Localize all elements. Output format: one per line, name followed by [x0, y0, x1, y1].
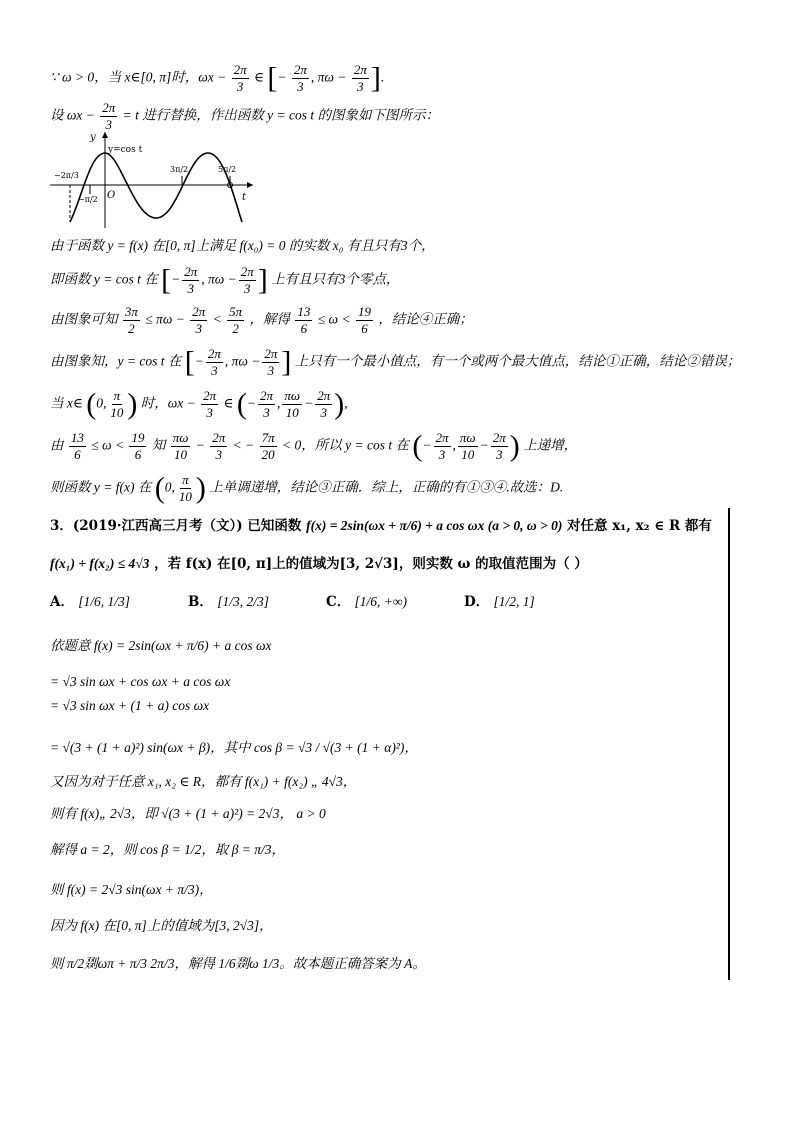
- cos-curve: [70, 153, 242, 222]
- bracket: [: [267, 61, 278, 95]
- denominator: 3: [357, 79, 364, 94]
- text: ≤ ω <: [91, 437, 125, 453]
- text: 由图象可知: [50, 311, 118, 327]
- denominator: 6: [74, 447, 81, 462]
- text: 上只有一个最小值点，有一个或两个最大值点，结论①正确，结论②错误；: [294, 353, 741, 369]
- numerator: 2π: [260, 388, 274, 403]
- denominator: 3: [206, 405, 213, 420]
- option-label: A．: [50, 594, 74, 610]
- cosine-graph: [48, 128, 258, 232]
- numerator: 2π: [203, 388, 217, 403]
- line-9: 则函数 y = f(x) 在 (0, $\frac{\pi}{10}$ ) 上单调递增，结论③正确．综上，正确的有①③④.故选：D.: [50, 471, 564, 505]
- numerator: 2π: [240, 264, 254, 279]
- solution-line-3: = √3 sin ωx + (1 + a) cos ωx: [50, 698, 210, 713]
- option-value: [1/3, 2/3]: [217, 594, 269, 609]
- solution-line-9: 因为 f(x) 在[0, π]上的值域为[3, 2√3]，: [50, 918, 273, 933]
- t-label: t: [242, 192, 247, 203]
- text: = t 进行替换，作出函数 y = cos t 的图象如下图所示：: [122, 107, 439, 123]
- option-value: [1/2, 1]: [493, 594, 535, 609]
- numerator: 2π: [207, 346, 221, 361]
- question-3-line-2: [50, 554, 588, 574]
- denominator: 3: [297, 79, 304, 94]
- numerator: 13: [70, 430, 84, 445]
- numerator: 2π: [212, 430, 226, 445]
- bracket: ): [334, 387, 345, 421]
- denominator: 6: [300, 321, 308, 336]
- denominator: 3: [267, 363, 275, 378]
- numerator: 2π: [293, 62, 307, 77]
- numerator: 2π: [492, 430, 506, 445]
- denominator: 10: [178, 489, 192, 504]
- fraction: [177, 472, 194, 505]
- bracket: ]: [370, 61, 381, 95]
- curve-label: y=cos t: [108, 145, 143, 155]
- fraction: [356, 304, 373, 337]
- numerator: 7π: [261, 430, 275, 445]
- numerator: 2π: [435, 430, 449, 445]
- tick-label: 5π/2: [218, 165, 237, 174]
- option-value: [1/6, +∞): [354, 594, 408, 609]
- bracket: [: [161, 263, 172, 297]
- denominator: 10: [285, 405, 299, 420]
- numerator: πω: [172, 430, 189, 445]
- fraction: [171, 430, 191, 463]
- tick-label: −2π/3: [54, 171, 79, 180]
- option-label: B．: [188, 594, 213, 610]
- margin-bar: [728, 508, 730, 980]
- t-axis-arrow: [247, 182, 253, 188]
- text: ≤ πω −: [145, 311, 185, 327]
- origin-label: O: [107, 190, 116, 201]
- bracket: ]: [257, 263, 268, 297]
- numerator: 3π: [124, 304, 138, 319]
- option-label: C．: [326, 594, 351, 610]
- bracket: (: [412, 429, 423, 463]
- text: 时，ωx −: [140, 395, 196, 411]
- fraction: [190, 304, 207, 337]
- question-3-line-1: [50, 516, 712, 536]
- line-8: 由 $\frac{13}{6}$ ≤ ω < $\frac{19}{6}$ 知 $\frac{\pi\omega}{10}$ − $\frac{2\pi}{3}$ < − $\frac{7\pi}{20}$ < 0，所以 y = cos t 在 (− $\frac{2\pi}{3}$ , $\frac{\pi\omega}{10}$ − $\frac{2\pi}{3}$ ) 上递增，: [50, 429, 578, 463]
- numerator: 2π: [192, 304, 206, 319]
- numerator: πω: [284, 388, 301, 403]
- text: < 0，所以 y = cos t 在: [282, 437, 409, 453]
- text: ∈: [223, 395, 234, 411]
- solution-line-8: 则 f(x) = 2√3 sin(ωx + π/3)，: [50, 882, 213, 897]
- y-label: y: [90, 132, 96, 143]
- bracket: ): [509, 429, 520, 463]
- line-7: 当 x∈ (0, $\frac{\pi}{10}$ ) 时，ωx − $\frac{2\pi}{3}$ ∈ (− $\frac{2\pi}{3}$ , $\frac{\pi\omega}{10}$ − $\frac{2\pi}{3}$ ),: [50, 387, 348, 421]
- fraction: [123, 304, 140, 337]
- text: ，解得: [249, 311, 290, 327]
- denominator: 3: [438, 447, 446, 462]
- numerator: 2π: [184, 264, 198, 279]
- solution-line-5: 又因为对于任意 x₁, x₂ ∈ R，都有 f(x₁) + f(x₂) „ 4√3，: [50, 774, 357, 789]
- fraction: [108, 388, 125, 421]
- text: −: [277, 69, 287, 85]
- bracket: ]: [281, 345, 292, 379]
- numerator: 2π: [264, 346, 278, 361]
- text: ∵ ω > 0，当 x∈[0, π]时，ωx −: [50, 69, 227, 85]
- fraction: [201, 388, 218, 421]
- fraction: [258, 388, 275, 421]
- fraction: [295, 304, 312, 337]
- fraction: [315, 388, 332, 421]
- numerator: 2π: [102, 100, 116, 115]
- fraction: [491, 430, 508, 463]
- denominator: 3: [211, 363, 218, 378]
- denominator: 10: [174, 447, 188, 462]
- numerator: 19: [357, 304, 371, 319]
- text: 则函数 y = f(x) 在: [50, 479, 152, 495]
- text: 由图象知，y = cos t 在: [50, 353, 182, 369]
- option-label: D．: [464, 594, 490, 610]
- question-head: 3．(2019·江西高三月考（文）) 已知函数: [50, 518, 302, 534]
- text: −: [195, 437, 205, 453]
- fraction: [232, 62, 249, 95]
- denominator: 3: [187, 281, 194, 296]
- line-1: ∵ ω > 0，当 x∈[0, π]时，ωx − $\frac{2\pi}{3}$ ∈ [− $\frac{2\pi}{3}$ , πω − $\frac{2\pi}{3}$ ].: [50, 61, 385, 95]
- y-axis-arrow: [102, 132, 108, 138]
- bracket: [: [184, 345, 195, 379]
- text: 设 ωx −: [50, 107, 95, 123]
- text: ≤ ω <: [317, 311, 351, 327]
- numerator: 13: [297, 304, 311, 319]
- denominator: 3: [244, 281, 251, 296]
- denominator: 3: [236, 79, 244, 94]
- denominator: 3: [195, 321, 202, 336]
- numerator: π: [182, 472, 189, 487]
- solution-line-2: = √3 sin ωx + cos ωx + a cos ωx: [50, 674, 231, 689]
- text: 知: [151, 437, 166, 453]
- text: , πω −: [310, 69, 347, 85]
- fraction: [458, 430, 478, 463]
- tick-label: −π/2: [78, 195, 98, 204]
- text: 当 x∈: [50, 395, 83, 411]
- solution-line-10: 则 π/2剟ωπ + π/3 2π/3，解得 1/6剟ω 1/3。故本题正确答案为 A。: [50, 956, 426, 971]
- denominator: 6: [134, 447, 142, 462]
- numerator: 2π: [317, 388, 331, 403]
- bracket: ): [195, 471, 206, 505]
- solution-line-6: 则有 f(x)„ 2√3，即 √(3 + (1 + a)²) = 2√3， a > 0: [50, 806, 326, 821]
- text: ，结论④正确；: [378, 311, 473, 327]
- option-b: [188, 592, 269, 612]
- text: 即函数 y = cos t 在: [50, 271, 158, 287]
- line-5: [50, 304, 473, 337]
- numerator: 2π: [353, 62, 367, 77]
- denominator: 3: [263, 405, 270, 420]
- bracket: (: [236, 387, 247, 421]
- bracket: (: [86, 387, 97, 421]
- bracket: ): [127, 387, 138, 421]
- fraction: [292, 62, 309, 95]
- text: ∈: [254, 69, 265, 85]
- question-cond: f(x₁) + f(x₂) ≤ 4√3: [50, 556, 150, 571]
- numerator: 5π: [229, 304, 243, 319]
- denominator: 2: [232, 321, 239, 336]
- solution-line-7: 解得 a = 2，则 cos β = 1/2，取 β = π/3，: [50, 842, 286, 857]
- numerator: 2π: [233, 62, 247, 77]
- text: <: [212, 311, 222, 327]
- question-tail: ，若 f(x) 在[0, π]上的值域为[3, 2√3]，则实数 ω 的取值范围为（ ）: [154, 556, 588, 572]
- denominator: 3: [320, 405, 327, 420]
- fraction: [434, 430, 451, 463]
- fraction: [352, 62, 369, 95]
- text: 上单调递增，结论③正确．综上，正确的有①③④.故选：D.: [209, 479, 564, 495]
- option-value: [1/6, 1/3]: [78, 594, 131, 609]
- fraction: [239, 264, 256, 297]
- denominator: 3: [495, 447, 503, 462]
- option-a: [50, 592, 130, 612]
- tick-label: 3π/2: [170, 165, 189, 174]
- denominator: 3: [105, 117, 113, 132]
- solution-line-1: 依题意 f(x) = 2sin(ωx + π/6) + a cos ωx: [50, 638, 272, 653]
- option-d: [464, 592, 535, 612]
- fraction: [227, 304, 244, 337]
- text: < −: [232, 437, 255, 453]
- numerator: 19: [131, 430, 145, 445]
- denominator: 10: [461, 447, 475, 462]
- fraction: [206, 346, 223, 379]
- denominator: 20: [261, 447, 275, 462]
- fraction: [69, 430, 86, 463]
- bracket: (: [154, 471, 165, 505]
- line-6: 由图象知，y = cos t 在 [− $\frac{2\pi}{3}$ , πω − $\frac{2\pi}{3}$ ] 上只有一个最小值点，有一个或两个最大值点，结论①正确，结论②错误；: [50, 345, 741, 379]
- question-func: f(x) = 2sin(ωx + π/6) + a cos ωx (a > 0, ω > 0): [306, 518, 563, 533]
- line-3: 由于函数 y = f(x) 在[0, π]上满足 f(x₀) = 0 的实数 x₀ 有且只有3个，: [50, 238, 435, 253]
- denominator: 2: [128, 321, 135, 336]
- solution-line-4: = √(3 + (1 + a)²) sin(ωx + β)，其中 cos β = √3 / √(3 + (1 + α)²)，: [50, 740, 418, 755]
- denominator: 10: [110, 405, 124, 420]
- fraction: [129, 430, 146, 463]
- line-4: 即函数 y = cos t 在 [− $\frac{2\pi}{3}$ , πω − $\frac{2\pi}{3}$ ] 上有且只有3个零点，: [50, 263, 400, 297]
- denominator: 6: [361, 321, 368, 336]
- fraction: [210, 430, 227, 463]
- text: 上递增，: [523, 437, 578, 453]
- text: 上有且只有3个零点，: [271, 271, 400, 287]
- text: 由: [50, 437, 64, 453]
- denominator: 3: [215, 447, 223, 462]
- option-c: [326, 592, 407, 612]
- numerator: πω: [459, 430, 476, 445]
- numerator: π: [113, 388, 121, 403]
- fraction: [262, 346, 279, 379]
- question-tail: 对任意 x₁, x₂ ∈ R 都有: [567, 518, 712, 534]
- fraction: [260, 430, 277, 463]
- fraction: [182, 264, 199, 297]
- fraction: [282, 388, 302, 421]
